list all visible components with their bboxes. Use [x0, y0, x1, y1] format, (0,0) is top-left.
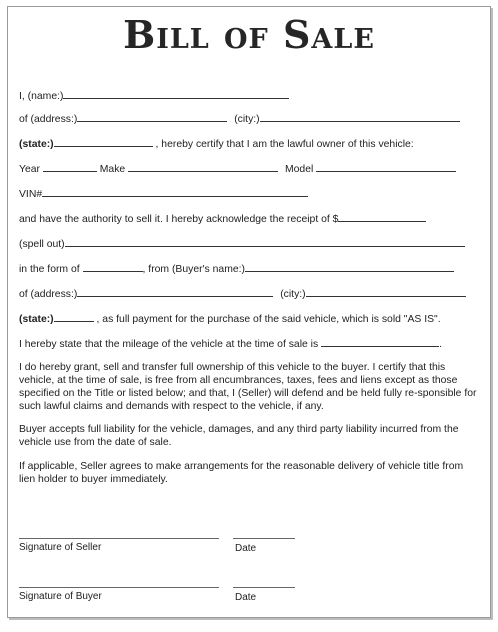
payment-form-field[interactable]	[83, 260, 143, 272]
model-field[interactable]	[316, 160, 456, 172]
liability-paragraph: Buyer accepts full liability for the vehicle, damages, and any third party liability incurred from the vehicle use from the date of sale.	[19, 424, 459, 448]
state-label: (state:)	[19, 139, 54, 150]
mileage-period: .	[439, 339, 442, 350]
buyer-state-field[interactable]	[54, 310, 94, 322]
buyer-city-field[interactable]	[306, 285, 466, 297]
model-label: Model	[284, 164, 314, 175]
state-field[interactable]	[54, 135, 153, 147]
city-label: (city:)	[234, 114, 260, 125]
seller-date-line[interactable]	[233, 538, 295, 539]
bill-of-sale-form	[7, 6, 491, 618]
buyer-date-line[interactable]	[233, 587, 295, 588]
mileage-text: I hereby state that the mileage of the vehicle at the time of sale is	[19, 339, 319, 350]
vin-field[interactable]	[42, 185, 308, 197]
seller-signature-line[interactable]	[19, 538, 219, 539]
receipt-row	[19, 210, 426, 227]
address-field[interactable]	[77, 110, 227, 122]
spell-out-row	[19, 235, 465, 252]
year-label: Year	[19, 164, 40, 175]
payment-form-row	[19, 260, 454, 277]
as-is-text: , as full payment for the purchase of the said vehicle, which is sold "AS IS".	[96, 314, 441, 325]
seller-signature-label: Signature of Seller	[19, 542, 102, 553]
buyer-address-field[interactable]	[77, 285, 273, 297]
name-label: I, (name:)	[19, 91, 64, 102]
from-buyer-label: , from (Buyer's name:)	[142, 264, 245, 275]
buyer-state-label: (state:)	[19, 314, 54, 325]
vehicle-row	[19, 160, 456, 177]
buyer-date-label: Date	[235, 592, 257, 603]
amount-field[interactable]	[338, 210, 426, 222]
buyer-state-row	[19, 310, 441, 327]
year-field[interactable]	[43, 160, 97, 172]
spell-out-label: (spell out)	[19, 239, 65, 250]
city-field[interactable]	[260, 110, 460, 122]
grant-paragraph: I do hereby grant, sell and transfer full ownership of this vehicle to the buyer. I certify that this vehicle, at the time of sale, is free from all encumbrances, taxes, fees and liens except as those specified on the Title or listed below; and that, I (Seller) will defend and be held fully re-sponsible for such lawful claims and demands with respect to the vehicle, if any.	[19, 362, 477, 412]
vin-label: VIN#	[19, 189, 43, 200]
buyer-address-label: of (address:)	[19, 289, 78, 300]
name-row	[19, 87, 289, 104]
name-field[interactable]	[63, 87, 289, 99]
buyer-signature-line[interactable]	[19, 587, 219, 588]
make-field[interactable]	[128, 160, 278, 172]
authority-text: and have the authority to sell it. I hereby acknowledge the receipt of $	[19, 214, 339, 225]
address-row	[19, 110, 460, 127]
seller-date-label: Date	[235, 543, 257, 554]
mileage-field[interactable]	[321, 335, 439, 347]
certify-text: , hereby certify that I am the lawful owner of this vehicle:	[155, 139, 414, 150]
mileage-row	[19, 335, 442, 352]
buyer-city-label: (city:)	[280, 289, 306, 300]
make-label: Make	[99, 164, 126, 175]
buyer-address-row	[19, 285, 466, 302]
state-row	[19, 135, 414, 152]
buyer-name-field[interactable]	[245, 260, 454, 272]
delivery-paragraph: If applicable, Seller agrees to make arrangements for the reasonable delivery of vehicle title from lien holder to buyer immediately.	[19, 461, 464, 485]
form-of-label: in the form of	[19, 264, 80, 275]
buyer-signature-label: Signature of Buyer	[19, 591, 102, 602]
address-label: of (address:)	[19, 114, 78, 125]
document-title: Bill of Sale	[123, 12, 375, 57]
vin-row	[19, 185, 308, 202]
spell-out-field[interactable]	[65, 235, 465, 247]
